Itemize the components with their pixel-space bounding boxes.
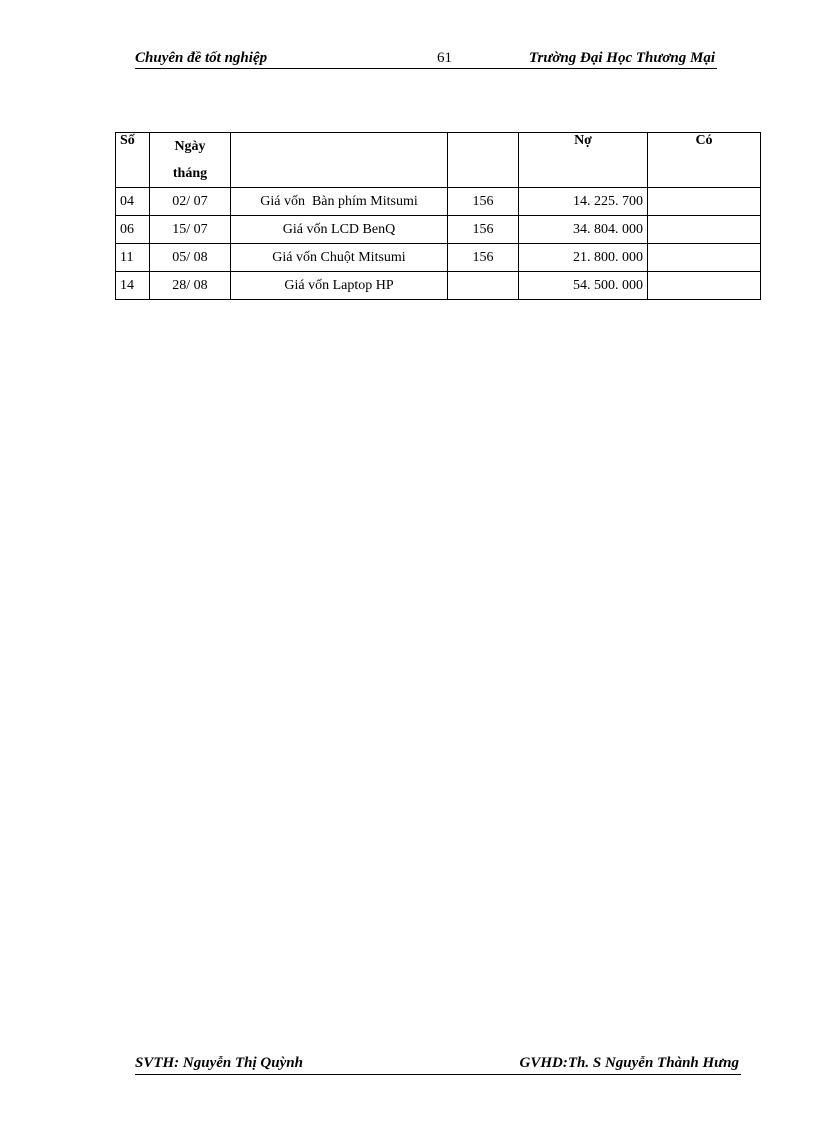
cell-ngay: 15/ 07 [150, 216, 231, 244]
header-no: Nợ [519, 133, 648, 188]
cell-dien-giai: Giá vốn Chuột Mitsumi [231, 244, 448, 272]
cell-ngay: 05/ 08 [150, 244, 231, 272]
footer-supervisor: GVHD:Th. S Nguyễn Thành Hưng [519, 1055, 739, 1071]
header-dien-giai [231, 133, 448, 188]
cell-tk: 156 [448, 216, 519, 244]
cell-so: 04 [116, 188, 150, 216]
header-tk [448, 133, 519, 188]
cell-no: 21. 800. 000 [519, 244, 648, 272]
cell-so: 11 [116, 244, 150, 272]
cell-ngay: 28/ 08 [150, 272, 231, 300]
cell-ngay: 02/ 07 [150, 188, 231, 216]
cell-co [648, 272, 761, 300]
table-row [116, 188, 761, 216]
cell-tk: 156 [448, 244, 519, 272]
table-row [116, 216, 761, 244]
header-university: Trường Đại Học Thương Mại [528, 50, 715, 66]
cell-tk [448, 272, 519, 300]
cell-co [648, 188, 761, 216]
table-row [116, 244, 761, 272]
page-number: 61 [437, 50, 452, 66]
header-co: Có [648, 133, 761, 188]
page-footer [135, 1054, 741, 1075]
header-ngay-thang [150, 133, 231, 188]
header-ngay: Ngày [174, 139, 206, 154]
header-thang: tháng [172, 166, 208, 181]
cell-no: 14. 225. 700 [519, 188, 648, 216]
cell-co [648, 216, 761, 244]
table-header-row [116, 133, 761, 188]
header-so: Số [116, 133, 150, 188]
cell-tk: 156 [448, 188, 519, 216]
cell-co [648, 244, 761, 272]
cell-so: 14 [116, 272, 150, 300]
footer-student: SVTH: Nguyễn Thị Quỳnh [135, 1055, 303, 1071]
cell-no: 54. 500. 000 [519, 272, 648, 300]
cell-so: 06 [116, 216, 150, 244]
ledger-table [115, 132, 761, 300]
cell-no: 34. 804. 000 [519, 216, 648, 244]
cell-dien-giai: Giá vốn LCD BenQ [231, 216, 448, 244]
cell-dien-giai: Giá vốn Laptop HP [231, 272, 448, 300]
page-header [135, 48, 717, 69]
table-row [116, 272, 761, 300]
cell-dien-giai: Giá vốn Bàn phím Mitsumi [231, 188, 448, 216]
header-title: Chuyên đề tốt nghiệp [135, 50, 268, 66]
